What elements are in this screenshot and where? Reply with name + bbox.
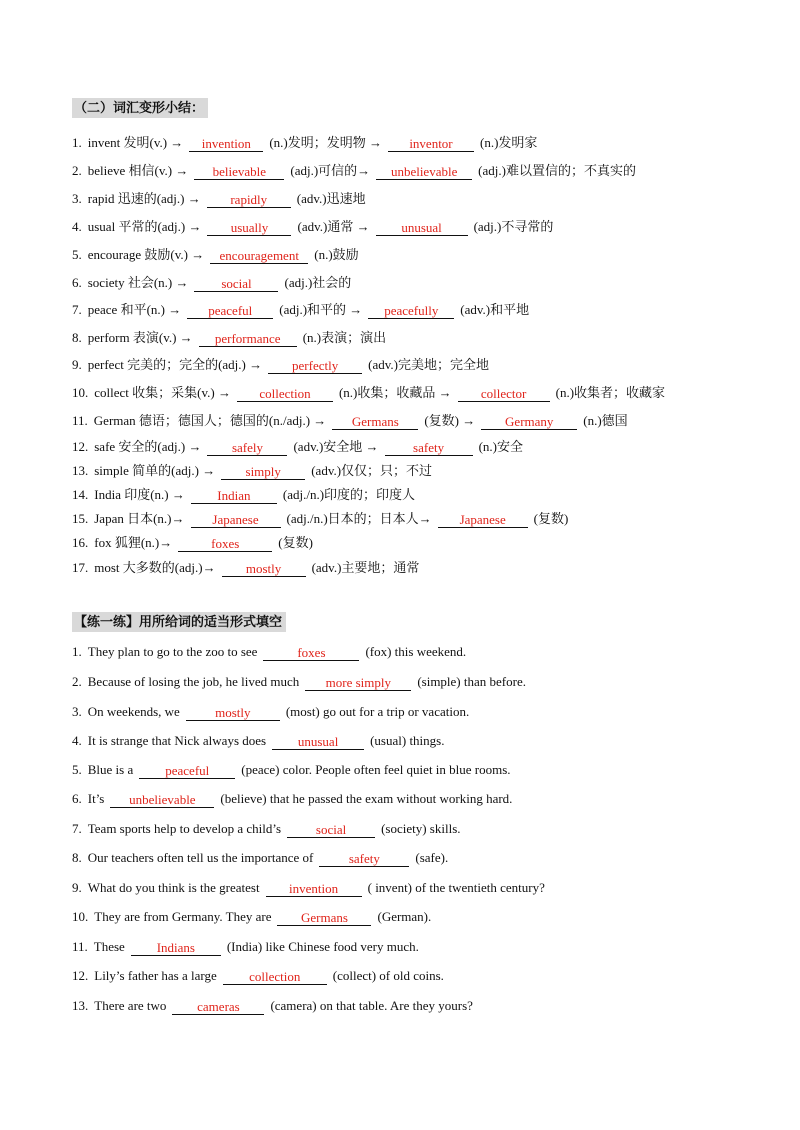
vocabulary-item (72, 486, 415, 504)
answer-blank (194, 275, 278, 292)
item-text: perform 表演(v.) → (87, 330, 193, 345)
answer-text: safety (348, 851, 380, 866)
item-text: (复数) (533, 511, 569, 526)
item-text: (adj.)可信的→ (290, 163, 371, 178)
item-text: There are two (94, 998, 167, 1013)
item-text: (n.)收集者；收藏家 (555, 385, 666, 400)
answer-text: performance (214, 331, 281, 346)
vocabulary-item (72, 274, 351, 292)
answer-blank (210, 247, 308, 264)
item-text: believe 相信(v.) → (87, 163, 189, 178)
practice-item (72, 703, 469, 721)
answer-text: invention (289, 881, 339, 896)
answer-text: unbelievable (129, 792, 196, 807)
item-text: ( invent) of the twentieth century? (367, 880, 545, 895)
item-text: (believe) that he passed the exam without working hard. (220, 791, 513, 806)
item-number: 15. (72, 511, 89, 526)
item-text: (复数) (278, 535, 313, 550)
item-text: India 印度(n.) → (94, 487, 185, 502)
item-number: 11. (72, 939, 88, 954)
answer-text: mostly (245, 561, 282, 576)
answer-text: Germans (301, 910, 348, 925)
item-text: Lily’s father has a large (94, 968, 217, 983)
answer-text: Indian (217, 488, 251, 503)
answer-blank (221, 463, 305, 480)
item-text: On weekends, we (87, 704, 180, 719)
answer-text: social (221, 276, 252, 291)
answer-blank (376, 219, 468, 236)
item-text: simple 简单的(adj.) → (94, 463, 216, 478)
answer-blank (207, 191, 291, 208)
item-number: 13. (72, 463, 89, 478)
answer-blank (319, 850, 409, 867)
answer-text: mostly (215, 705, 251, 720)
item-number: 11. (72, 413, 88, 428)
item-number: 8. (72, 850, 82, 865)
item-text: German 德语；德国人；德国的(n./adj.) → (93, 413, 327, 428)
answer-text: more simply (325, 675, 391, 690)
item-number: 4. (72, 733, 82, 748)
answer-blank (191, 511, 281, 528)
answer-text: invention (201, 136, 251, 151)
answer-text: foxes (297, 645, 326, 660)
answer-text: Germany (505, 414, 554, 429)
answer-text: peaceful (165, 763, 210, 778)
answer-text: unusual (401, 220, 442, 235)
item-text: (German). (377, 909, 432, 924)
answer-blank (222, 560, 306, 577)
item-number: 10. (72, 385, 89, 400)
answer-text: simply (245, 464, 281, 479)
vocabulary-item (72, 246, 359, 264)
section-heading-practice: 【练一练】用所给词的适当形式填空 (72, 612, 286, 632)
answer-blank (376, 163, 472, 180)
answer-blank (263, 644, 359, 661)
item-text: (n.)安全 (478, 439, 523, 454)
practice-item (72, 820, 461, 838)
item-number: 2. (72, 163, 82, 178)
answer-text: collection (259, 386, 311, 401)
item-text: They are from Germany. They are (94, 909, 272, 924)
item-number: 14. (72, 487, 89, 502)
answer-blank (194, 163, 284, 180)
answer-blank (187, 302, 273, 319)
answer-text: Japanese (459, 512, 506, 527)
answer-blank (199, 330, 297, 347)
item-number: 10. (72, 909, 89, 924)
vocabulary-item (72, 162, 636, 180)
item-text: (fox) this weekend. (365, 644, 467, 659)
answer-text: unbelievable (390, 164, 458, 179)
item-text: (n.)收集；收藏品 → (338, 385, 452, 400)
answer-blank (189, 135, 263, 152)
item-text: most 大多数的(adj.)→ (94, 560, 216, 575)
item-number: 9. (72, 880, 82, 895)
item-number: 2. (72, 674, 82, 689)
item-text: (adj.)和平的 → (279, 302, 363, 317)
answer-text: encouragement (219, 248, 299, 263)
vocabulary-item (72, 510, 568, 528)
answer-blank (191, 487, 277, 504)
answer-blank (268, 357, 362, 374)
item-number: 17. (72, 560, 89, 575)
item-text: These (93, 939, 125, 954)
item-number: 6. (72, 791, 82, 806)
item-number: 5. (72, 762, 82, 777)
answer-blank (458, 385, 550, 402)
item-text: (n.)德国 (583, 413, 628, 428)
item-text: (n.)表演；演出 (302, 330, 387, 345)
item-text: They plan to go to the zoo to see (87, 644, 258, 659)
answer-text: believable (212, 164, 267, 179)
item-text: usual 平常的(adj.) → (87, 219, 202, 234)
item-text: (adj.)难以置信的；不真实的 (478, 163, 636, 178)
practice-item (72, 967, 444, 985)
practice-item (72, 908, 431, 926)
item-number: 13. (72, 998, 89, 1013)
vocabulary-item (72, 218, 553, 236)
item-text: Because of losing the job, he lived much (87, 674, 300, 689)
answer-text: social (315, 822, 347, 837)
answer-blank (110, 791, 214, 808)
answer-text: usually (230, 220, 269, 235)
item-number: 7. (72, 821, 82, 836)
answer-blank (131, 939, 221, 956)
vocabulary-item (72, 438, 523, 456)
answer-text: Indians (156, 940, 195, 955)
item-text: fox 狐狸(n.)→ (94, 535, 173, 550)
answer-blank (368, 302, 454, 319)
practice-item (72, 732, 444, 750)
item-text: (复数) → (424, 413, 476, 428)
item-text: encourage 鼓励(v.) → (87, 247, 205, 262)
item-text: Japan 日本(n.)→ (94, 511, 185, 526)
answer-blank (438, 511, 528, 528)
item-text: invent 发明(v.) → (87, 135, 184, 150)
answer-blank (186, 704, 280, 721)
item-text: collect 收集；采集(v.) → (94, 385, 231, 400)
item-text: (adj./n.)日本的；日本人→ (286, 511, 432, 526)
answer-blank (277, 909, 371, 926)
item-text: What do you think is the greatest (87, 880, 260, 895)
item-text: (most) go out for a trip or vacation. (285, 704, 470, 719)
item-text: peace 和平(n.) → (87, 302, 182, 317)
vocabulary-item (72, 134, 537, 152)
item-text: (collect) of old coins. (332, 968, 444, 983)
item-text: (n.)发明家 (479, 135, 538, 150)
answer-text: cameras (197, 999, 240, 1014)
vocabulary-item (72, 190, 366, 208)
answer-blank (272, 733, 364, 750)
answer-blank (481, 413, 577, 430)
item-text: (peace) color. People often feel quiet in blue rooms. (241, 762, 511, 777)
vocabulary-item (72, 534, 313, 552)
answer-text: rapidly (230, 192, 268, 207)
item-number: 1. (72, 135, 82, 150)
answer-blank (305, 674, 411, 691)
item-text: It is strange that Nick always does (87, 733, 267, 748)
item-text: (adv.)迅速地 (296, 191, 366, 206)
item-text: (adj.)社会的 (284, 275, 352, 290)
practice-item (72, 673, 526, 691)
practice-item (72, 790, 512, 808)
item-number: 12. (72, 439, 89, 454)
item-number: 8. (72, 330, 82, 345)
answer-text: collection (249, 969, 301, 984)
vocabulary-item (72, 301, 529, 319)
practice-item (72, 879, 545, 897)
item-number: 9. (72, 357, 82, 372)
item-text: (adj./n.)印度的；印度人 (282, 487, 416, 502)
item-text: Team sports help to develop a child’s (87, 821, 282, 836)
answer-blank (332, 413, 418, 430)
answer-blank (139, 762, 235, 779)
item-text: (adv.)通常 → (297, 219, 370, 234)
item-number: 16. (72, 535, 89, 550)
answer-text: safely (231, 440, 263, 455)
item-text: Blue is a (87, 762, 134, 777)
item-text: Our teachers often tell us the importance of (87, 850, 314, 865)
vocabulary-item (72, 384, 665, 402)
section-heading-vocabulary: （二）词汇变形小结： (72, 98, 208, 118)
practice-item (72, 849, 448, 867)
answer-text: safety (413, 440, 445, 455)
practice-item (72, 997, 473, 1015)
answer-text: Germans (351, 414, 399, 429)
item-number: 4. (72, 219, 82, 234)
item-number: 6. (72, 275, 82, 290)
item-number: 3. (72, 704, 82, 719)
item-text: (n.)发明；发明物 → (269, 135, 382, 150)
answer-text: inventor (409, 136, 453, 151)
item-text: (adv.)完美地；完全地 (368, 357, 489, 372)
item-number: 3. (72, 191, 82, 206)
item-number: 5. (72, 247, 82, 262)
vocabulary-item (72, 356, 489, 374)
answer-text: Japanese (212, 512, 259, 527)
vocabulary-item (72, 559, 419, 577)
item-number: 12. (72, 968, 89, 983)
answer-blank (237, 385, 333, 402)
answer-blank (207, 219, 291, 236)
item-text: perfect 完美的；完全的(adj.) → (87, 357, 263, 372)
answer-blank (266, 880, 362, 897)
answer-text: unusual (297, 734, 339, 749)
practice-item (72, 643, 466, 661)
item-text: (adv.)和平地 (460, 302, 530, 317)
item-text: safe 安全的(adj.) → (94, 439, 202, 454)
practice-item (72, 761, 511, 779)
vocabulary-item (72, 462, 432, 480)
item-text: rapid 迅速的(adj.) → (87, 191, 201, 206)
item-text: (adv.)安全地 → (293, 439, 379, 454)
answer-text: perfectly (292, 358, 339, 373)
item-text: (India) like Chinese food very much. (226, 939, 419, 954)
item-text: (camera) on that table. Are they yours? (270, 998, 473, 1013)
answer-text: foxes (211, 536, 240, 551)
answer-blank (287, 821, 375, 838)
item-text: (usual) things. (370, 733, 445, 748)
answer-text: collector (480, 386, 527, 401)
vocabulary-item (72, 412, 628, 430)
item-text: (adj.)不寻常的 (473, 219, 554, 234)
answer-text: peacefully (384, 303, 439, 318)
item-number: 7. (72, 302, 82, 317)
item-text: society 社会(n.) → (87, 275, 189, 290)
answer-blank (385, 439, 473, 456)
item-text: (adv.)仅仅；只；不过 (311, 463, 433, 478)
answer-blank (388, 135, 474, 152)
item-text: (adv.)主要地；通常 (311, 560, 420, 575)
item-text: It’s (87, 791, 105, 806)
answer-blank (223, 968, 327, 985)
item-text: (n.)鼓励 (314, 247, 359, 262)
answer-blank (172, 998, 264, 1015)
item-number: 1. (72, 644, 82, 659)
item-text: (society) skills. (381, 821, 461, 836)
answer-text: peaceful (208, 303, 253, 318)
answer-blank (178, 535, 272, 552)
answer-blank (207, 439, 287, 456)
practice-item (72, 938, 419, 956)
item-text: (simple) than before. (417, 674, 526, 689)
vocabulary-item (72, 329, 386, 347)
item-text: (safe). (415, 850, 449, 865)
